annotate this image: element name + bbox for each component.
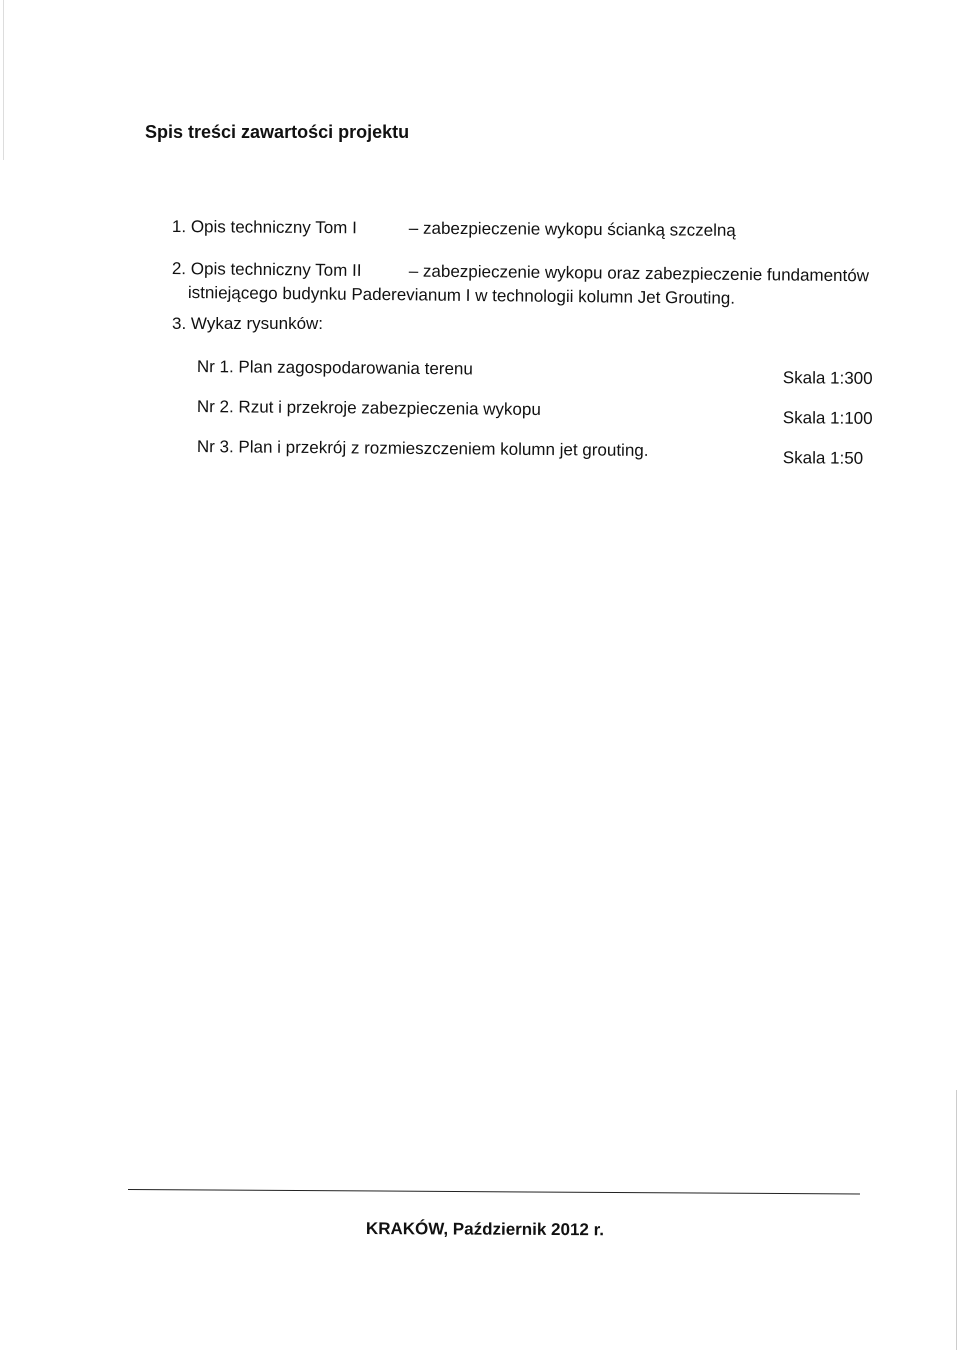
drawing-scale: Skala 1:50 [782, 448, 864, 468]
drawing-list-item [196, 437, 887, 468]
drawing-label: Nr 3. Plan i przekrój z rozmieszczeniem kolumn jet grouting. [196, 437, 649, 460]
toc-item-name: Wykaz rysunków: [190, 314, 324, 333]
scan-edge-mark [3, 0, 4, 160]
document-title: Spis treści zawartości projektu [145, 122, 410, 142]
toc-item-name: Opis techniczny Tom II [190, 259, 362, 280]
drawing-label: Nr 1. Plan zagospodarowania terenu [196, 357, 473, 379]
drawing-list-item [196, 397, 887, 428]
footer-divider [128, 1189, 860, 1194]
toc-item-description: – zabezpieczenie wykopu ścianką szczelną [408, 218, 736, 240]
toc-item-2-continuation: istniejącego budynku Paderevianum I w technologii kolumn Jet Grouting. [187, 283, 736, 308]
drawing-scale: Skala 1:100 [782, 408, 873, 428]
footer-place-date: KRAKÓW, Październik 2012 r. [365, 1219, 605, 1240]
toc-item-1 [172, 217, 736, 241]
toc-item-number: 1. [171, 217, 187, 237]
drawing-label: Nr 2. Rzut i przekroje zabezpieczenia wykopu [196, 397, 541, 420]
toc-item-2 [172, 259, 869, 286]
toc-item-number: 3. [172, 314, 187, 333]
toc-item-3 [172, 314, 323, 334]
drawing-list-item [196, 357, 887, 388]
toc-item-number: 2. [171, 259, 187, 279]
drawing-scale: Skala 1:300 [782, 368, 873, 388]
toc-item-name: Opis techniczny Tom I [190, 217, 357, 238]
toc-item-description: – zabezpieczenie wykopu oraz zabezpieczenie fundamentów [408, 261, 870, 286]
scan-edge-mark [956, 1090, 957, 1350]
